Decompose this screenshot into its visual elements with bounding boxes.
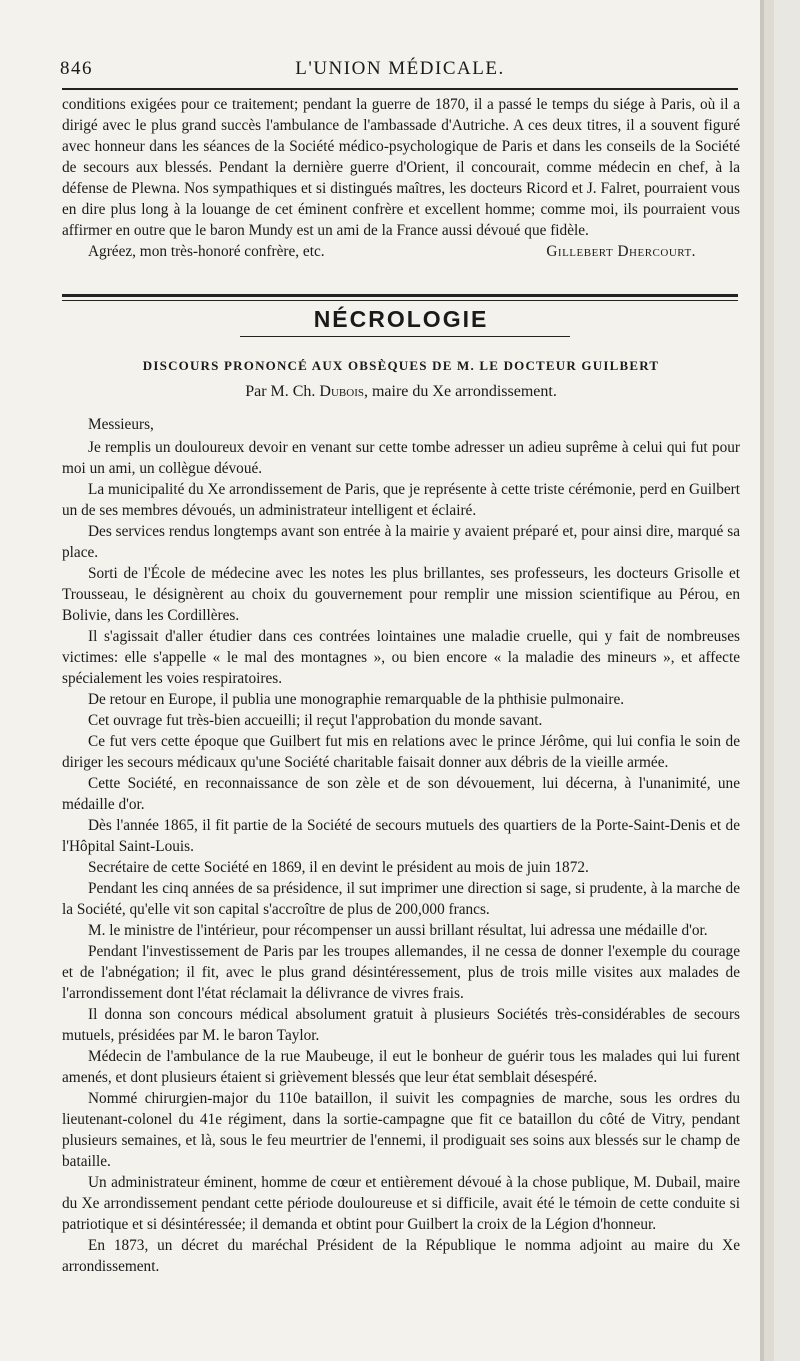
page-header bbox=[60, 58, 740, 82]
byline-name: Dubois bbox=[319, 383, 364, 400]
speech-paragraph: De retour en Europe, il publia une monographie remarquable de la phthisie pulmonaire. bbox=[88, 691, 625, 708]
title-underline bbox=[240, 336, 570, 337]
letter-closing: Agréez, mon très-honoré confrère, etc. bbox=[88, 243, 325, 260]
letter-signature: Gillebert Dhercourt. bbox=[546, 243, 696, 260]
speech-paragraph: Cette Société, en reconnaissance de son zèle et de son dévouement, lui décerna, à l'unanimité, une médaille d'or. bbox=[62, 775, 740, 813]
speech-paragraph: Des services rendus longtemps avant son entrée à la mairie y avaient préparé et, pour ainsi dire, marqué sa place. bbox=[62, 523, 740, 561]
speech-paragraph: En 1873, un décret du maréchal Président de la République le nomma adjoint au maire du Xe arrondissement. bbox=[62, 1237, 740, 1275]
letter-text bbox=[62, 94, 740, 262]
speech-salutation: Messieurs, bbox=[88, 416, 154, 433]
speech-paragraph: Secrétaire de cette Société en 1869, il en devint le président au mois de juin 1872. bbox=[88, 859, 589, 876]
section-subtitle: DISCOURS PRONONCÉ AUX OBSÈQUES DE M. LE DOCTEUR GUILBERT bbox=[142, 358, 660, 373]
speech-paragraph: Pendant les cinq années de sa présidence, il sut imprimer une direction si sage, si prudente, à la marche de la Société, qu'elle vit son capital s'accroître de plus de 200,000 francs. bbox=[62, 880, 740, 918]
speech-paragraph: Il donna son concours médical absolument gratuit à plusieurs Sociétés très-considérables de secours mutuels, présidées par M. le baron Taylor. bbox=[62, 1006, 740, 1044]
speech-paragraph: La municipalité du Xe arrondissement de Paris, que je représente à cette triste cérémonie, perd en Guilbert un de ses membres dévoués, un administrateur intelligent et éclairé. bbox=[62, 481, 740, 519]
section-rule-thin bbox=[62, 300, 738, 301]
byline-prefix: Par M. Ch. bbox=[245, 383, 316, 400]
speech-paragraph: Nommé chirurgien-major du 110e bataillon, il suivit les compagnies de marche, sous les ordres du lieutenant-colonel du 41e régiment, dans la sortie-campagne que fit ce bataillon du côté de Vitry, pendant plusieurs semaines, et là, sous le feu meurtrier de l'ennemi, il prodiguait ses soins aux blessés sur le champ de bataille. bbox=[62, 1090, 740, 1170]
header-rule bbox=[62, 88, 738, 90]
section-rule-top bbox=[62, 294, 738, 297]
journal-title: L'UNION MÉDICALE. bbox=[295, 58, 505, 79]
speech-paragraph: Un administrateur éminent, homme de cœur et entièrement dévoué à la chose publique, M. Dubail, maire du Xe arrondissement pendant cette période douloureuse et si difficile, avait été le témoin de cette conduite si patriotique et si désintéressée; il demanda et obtint pour Guilbert la croix de la Légion d'honneur. bbox=[62, 1174, 740, 1233]
letter-paragraph: conditions exigées pour ce traitement; pendant la guerre de 1870, il a passé le temps du siége à Paris, où il a dirigé avec le plus grand succès l'ambulance de l'ambassade d'Autriche. A ces deux titres, il a souvent figuré avec honneur dans les séances de la Société médico-psychologique de Paris et dans les conseils de la Société de secours aux blessés. Pendant la dernière guerre d'Orient, il concourait, comme médecin en chef, à la défense de Plewna. Nos sympathiques et si distingués maîtres, les docteurs Ricord et J. Falret, pourraient vous en dire plus long à la louange de cet éminent confrère et excellent homme; comme moi, ils pourraient vous affirmer en outre que le baron Mundy est un ami de la France aussi dévoué que fidèle. bbox=[62, 96, 740, 239]
speech-paragraph: Je remplis un douloureux devoir en venant sur cette tombe adresser un adieu suprême à celui qui fut pour moi un ami, un collègue dévoué. bbox=[62, 439, 740, 477]
speech-paragraph: Il s'agissait d'aller étudier dans ces contrées lointaines une maladie cruelle, qui y fait de nombreuses victimes: elle s'appelle « le mal des montagnes », ou bien encore « la maladie des mineurs », et affecte spécialement les voies respiratoires. bbox=[62, 628, 740, 687]
byline bbox=[62, 383, 740, 401]
speech-paragraph: Dès l'année 1865, il fit partie de la Société de secours mutuels des quartiers de la Porte-Saint-Denis et de l'Hôpital Saint-Louis. bbox=[62, 817, 740, 855]
speech-paragraph: M. le ministre de l'intérieur, pour récompenser un aussi brillant résultat, lui adressa une médaille d'or. bbox=[88, 922, 708, 939]
section-title: NÉCROLOGIE bbox=[313, 306, 489, 332]
speech-paragraph: Ce fut vers cette époque que Guilbert fut mis en relations avec le prince Jérôme, qui lui confia le soin de diriger les secours médicaux qu'une Société charitable faisait donner aux débris de la vieille armée. bbox=[62, 733, 740, 771]
speech-paragraph: Sorti de l'École de médecine avec les notes les plus brillantes, ses professeurs, les docteurs Grisolle et Trousseau, le désignèrent au choix du gouvernement pour remplir une mission scientifique au Pérou, en Bolivie, dans les Cordillères. bbox=[62, 565, 740, 624]
speech-paragraph: Médecin de l'ambulance de la rue Maubeuge, il eut le bonheur de guérir tous les malades qui lui furent amenés, et dont plusieurs étaient si grièvement blessés que leur état semblait désespéré. bbox=[62, 1048, 740, 1086]
speech-paragraph: Pendant l'investissement de Paris par les troupes allemandes, il ne cessa de donner l'exemple du courage et de l'abnégation; il fit, avec le plus grand désintéressement, plus de trois mille visites aux malades de l'arrondissement dont l'état réclamait la délivrance de vivres frais. bbox=[62, 943, 740, 1002]
letter-closing-line bbox=[62, 241, 740, 262]
speech-paragraph: Cet ouvrage fut très-bien accueilli; il reçut l'approbation du monde savant. bbox=[88, 712, 543, 729]
speech-text bbox=[62, 414, 740, 1277]
byline-suffix: , maire du Xe arrondissement. bbox=[363, 383, 557, 400]
page-number: 846 bbox=[60, 58, 93, 79]
